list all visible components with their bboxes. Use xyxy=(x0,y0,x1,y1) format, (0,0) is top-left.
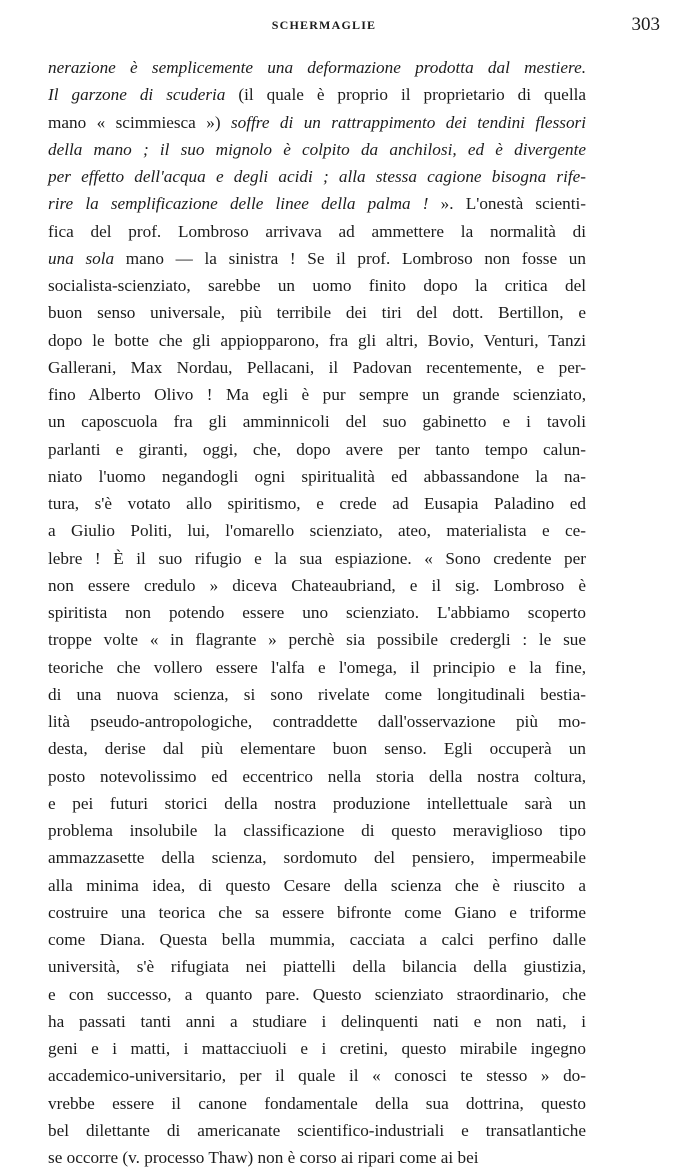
text-segment: lità pseudo-antropologiche, contraddette dall'osservazione più mo- xyxy=(48,712,586,731)
text-segment: mano « scimmiesca ») xyxy=(48,112,231,132)
text-segment: parlanti e giranti, oggi, che, dopo avere per tanto tempo calun- xyxy=(48,439,586,459)
text-segment: se occorre (v. processo Thaw) non è corso ai ripari come ai bei xyxy=(48,1148,479,1167)
text-segment: (il quale è proprio il proprietario di quella xyxy=(225,85,586,105)
text-segment: problema insolubile la classificazione di questo meraviglioso tipo xyxy=(48,821,586,840)
text-line xyxy=(48,926,586,953)
text-line xyxy=(48,1035,586,1062)
text-segment: buon senso universale, più terribile dei tiri del dott. Bertillon, e xyxy=(48,303,586,323)
text-line xyxy=(48,1008,586,1035)
text-line xyxy=(48,981,586,1008)
text-segment: tura, s'è votato allo spiritismo, e crede ad Eusapia Paladino ed xyxy=(48,494,586,513)
text-line xyxy=(48,81,586,108)
text-line xyxy=(48,408,586,435)
text-segment: geni e i matti, i mattacciuoli e i cretini, questo mirabile ingegno xyxy=(48,1039,586,1058)
italic-text-segment: della mano ; il suo mignolo è colpito da anchilosi, ed è divergente xyxy=(48,139,586,159)
text-line xyxy=(48,626,586,653)
text-segment: a Giulio Politi, lui, l'omarello scienziato, ateo, materialista e ce- xyxy=(48,521,586,541)
text-segment: accademico-universitario, per il quale il « conosci te stesso » do- xyxy=(48,1066,586,1086)
text-line xyxy=(48,872,586,899)
text-segment: dopo le botte che gli appiopparono, fra gli altri, Bovio, Venturi, Tanzi xyxy=(48,330,586,350)
text-line xyxy=(48,1117,586,1144)
text-line xyxy=(48,572,586,599)
text-segment: ammazzasette della scienza, sordomuto del pensiero, impermeabile xyxy=(48,848,586,868)
text-line xyxy=(48,953,586,980)
text-line xyxy=(48,272,586,299)
text-line xyxy=(48,817,586,844)
text-segment: teoriche che vollero essere l'alfa e l'omega, il principio e la fine, xyxy=(48,657,586,677)
italic-text-segment: soffre di un rattrappimento dei tendini flessori xyxy=(230,112,586,132)
text-line xyxy=(48,545,586,572)
text-line xyxy=(48,708,586,735)
text-segment: desta, derise dal più elementare buon senso. Egli occuperà un xyxy=(48,739,586,759)
text-segment: fino Alberto Olivo ! Ma egli è pur sempre un grande scienziato, xyxy=(48,385,586,404)
text-segment: posto notevolissimo ed eccentrico nella storia della nostra coltura, xyxy=(48,766,586,786)
text-line xyxy=(48,463,586,490)
italic-text-segment: rire la semplificazione delle linee della palma ! xyxy=(48,194,429,214)
italic-text-segment: nerazione è semplicemente una deformazione prodotta dal mestiere. xyxy=(48,58,586,77)
text-line xyxy=(48,163,586,190)
text-line xyxy=(48,681,586,708)
text-segment: un caposcuola fra gli amminnicoli del suo gabinetto e i tavoli xyxy=(48,412,586,432)
text-segment: niato l'uomo negandogli ogni spiritualità ed abbassandone la na- xyxy=(48,466,586,486)
text-segment: fica del prof. Lombroso arrivava ad ammettere la normalità di xyxy=(48,221,586,241)
body-text xyxy=(48,54,586,1171)
text-line xyxy=(48,490,586,517)
text-line xyxy=(48,899,586,926)
text-line xyxy=(48,381,586,408)
text-segment: non essere credulo » diceva Chateaubriand, e il sig. Lombroso è xyxy=(48,575,586,595)
text-line xyxy=(48,735,586,762)
text-line xyxy=(48,763,586,790)
italic-text-segment: una sola xyxy=(48,248,115,268)
running-title: SCHERMAGLIE xyxy=(271,18,377,32)
text-segment: mano — la sinistra ! Se il prof. Lombroso non fosse un xyxy=(114,248,586,268)
text-segment: come Diana. Questa bella mummia, cacciata a calci perfino dalle xyxy=(48,930,586,949)
text-line xyxy=(48,354,586,381)
text-segment: spiritista non potendo essere uno scienziato. L'abbiamo scoperto xyxy=(48,603,586,622)
text-line xyxy=(48,327,586,354)
text-line xyxy=(48,245,586,272)
text-segment: ha passati tanti anni a studiare i delinquenti nati e non nati, i xyxy=(48,1011,586,1031)
text-line xyxy=(48,109,586,136)
text-line xyxy=(48,844,586,871)
text-line xyxy=(48,1144,586,1171)
text-segment: vrebbe essere il canone fondamentale della sua dottrina, questo xyxy=(48,1093,586,1113)
italic-text-segment: Il garzone di scuderia xyxy=(48,85,226,105)
text-line xyxy=(48,218,586,245)
text-line xyxy=(48,599,586,626)
text-segment: Gallerani, Max Nordau, Pellacani, il Padovan recentemente, e per- xyxy=(48,357,586,377)
text-segment: di una nuova scienza, si sono rivelate come longitudinali bestia- xyxy=(48,684,586,704)
text-line xyxy=(48,790,586,817)
text-line xyxy=(48,436,586,463)
text-line xyxy=(48,654,586,681)
text-line xyxy=(48,517,586,544)
text-segment: università, s'è rifugiata nei piattelli della bilancia della giustizia, xyxy=(48,957,586,977)
text-line xyxy=(48,54,586,81)
text-segment: socialista-scienziato, sarebbe un uomo finito dopo la critica del xyxy=(48,276,586,295)
text-line xyxy=(48,1062,586,1089)
text-line xyxy=(48,190,586,217)
text-segment: costruire una teorica che sa essere bifronte come Giano e triforme xyxy=(48,902,586,922)
text-segment: lebre ! È il suo rifugio e la sua espiazione. « Sono credente per xyxy=(48,548,586,568)
text-segment: e pei futuri storici della nostra produzione intellettuale sarà un xyxy=(48,793,586,813)
text-segment: troppe volte « in flagrante » perchè sia possibile credergli : le sue xyxy=(48,630,586,650)
text-line xyxy=(48,136,586,163)
text-segment: bel dilettante di americanate scientifico-industriali e transatlantiche xyxy=(48,1120,586,1140)
text-segment: e con successo, a quanto pare. Questo scienziato straordinario, che xyxy=(48,984,586,1004)
italic-text-segment: per effetto dell'acqua e degli acidi ; alla stessa cagione bisogna rife- xyxy=(48,167,586,186)
text-line xyxy=(48,1090,586,1117)
text-segment: alla minima idea, di questo Cesare della scienza che è riuscito a xyxy=(48,875,586,895)
running-head xyxy=(48,14,660,40)
text-segment: ». L'onestà scienti- xyxy=(428,194,586,214)
text-line xyxy=(48,299,586,326)
page-number: 303 xyxy=(631,14,660,35)
